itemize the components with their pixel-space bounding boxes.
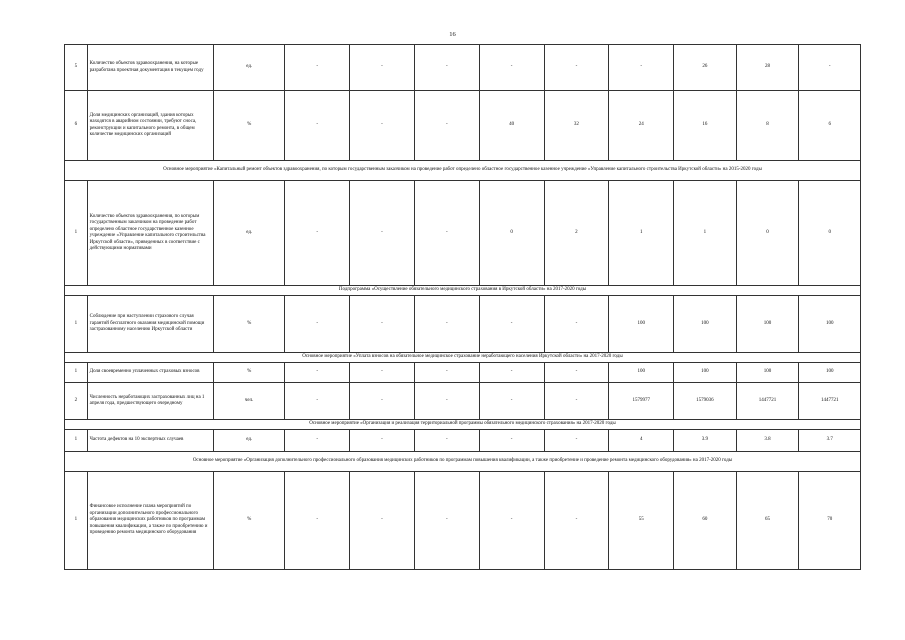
value-cell: -	[350, 45, 415, 91]
value-cell: -	[479, 383, 544, 420]
value-cell: -	[285, 472, 350, 570]
value-cell: 0	[479, 181, 544, 286]
indicator-name: Финансовое исполнение плана мероприятий по организации дополнительного профессионального образования медицинских работников по программам повышения квалификации, а также по приобретению и проведению ремонта медицинского оборудования	[87, 472, 213, 570]
value-cell: -	[479, 296, 544, 353]
value-cell: 0	[799, 181, 861, 286]
indicator-name: Количество объектов здравоохранения, по которым государственным заказчиком на проведение работ определено областное государственное казенное учреждение «Управление капитального строительства Иркутской области», приведенных в соответствие с действующими нормативами	[87, 181, 213, 286]
value-cell: -	[350, 91, 415, 161]
value-cell: -	[350, 363, 415, 383]
section-title: Основное мероприятие «Организация дополнительного профессионального образования медицинских работников по программам повышения квалификации, а также приобретение и проведение ремонта медицинского оборудования» на 2017-2020 годы	[65, 452, 861, 472]
table-row	[65, 363, 861, 383]
value-cell: 3.8	[736, 430, 799, 452]
indicator-name: Численность неработающих застрахованных лиц на 1 апреля года, предшествующего очередному	[87, 383, 213, 420]
value-cell: -	[799, 45, 861, 91]
section-title: Подпрограмма «Осуществление обязательного медицинского страхования в Иркутской области» на 2017-2020 годы	[65, 286, 861, 296]
value-cell: 100	[674, 296, 737, 353]
value-cell: -	[544, 430, 609, 452]
value-cell: 100	[736, 363, 799, 383]
section-title: Основное мероприятие «Организация и реализация территориальной программы обязательного медицинского страхования» на 2017-2020 годы	[65, 420, 861, 430]
indicator-name: Доля своевременно уплаченных страховых взносов	[87, 363, 213, 383]
unit-of-measure: чел.	[214, 383, 285, 420]
value-cell: 40	[479, 91, 544, 161]
value-cell: 1	[609, 181, 674, 286]
value-cell: 2	[544, 181, 609, 286]
value-cell: 3.9	[674, 430, 737, 452]
value-cell: -	[350, 472, 415, 570]
value-cell: 100	[609, 296, 674, 353]
unit-of-measure: %	[214, 363, 285, 383]
value-cell: 70	[799, 472, 861, 570]
table-row	[65, 472, 861, 570]
value-cell: -	[285, 383, 350, 420]
section-header-row	[65, 420, 861, 430]
row-number: 1	[65, 181, 88, 286]
value-cell: 100	[736, 296, 799, 353]
value-cell: 1	[674, 181, 737, 286]
value-cell: -	[544, 296, 609, 353]
value-cell: 100	[674, 363, 737, 383]
value-cell: 1447721	[799, 383, 861, 420]
value-cell: -	[544, 363, 609, 383]
value-cell: 65	[736, 472, 799, 570]
value-cell: -	[414, 383, 479, 420]
value-cell: -	[350, 296, 415, 353]
value-cell: 100	[609, 363, 674, 383]
value-cell: -	[414, 472, 479, 570]
value-cell: -	[414, 296, 479, 353]
value-cell: -	[609, 45, 674, 91]
unit-of-measure: ед.	[214, 430, 285, 452]
value-cell: 100	[799, 363, 861, 383]
value-cell: -	[285, 363, 350, 383]
value-cell: 100	[799, 296, 861, 353]
indicator-name: Частота дефектов на 10 экспертных случаев	[87, 430, 213, 452]
page-number: 16	[449, 31, 456, 38]
value-cell: 60	[674, 472, 737, 570]
value-cell: 1579977	[609, 383, 674, 420]
section-title: Основное мероприятие «Уплата взносов на обязательное медицинское страхование неработающего населения Иркутской области» на 2017-2020 годы	[65, 353, 861, 363]
value-cell: 0	[736, 181, 799, 286]
row-number: 2	[65, 383, 88, 420]
row-number: 5	[65, 45, 88, 91]
row-number: 1	[65, 363, 88, 383]
table-row	[65, 181, 861, 286]
value-cell: 32	[544, 91, 609, 161]
value-cell: -	[479, 45, 544, 91]
section-header-row	[65, 161, 861, 181]
unit-of-measure: %	[214, 472, 285, 570]
value-cell: 1447721	[736, 383, 799, 420]
value-cell: 4	[609, 430, 674, 452]
table-row	[65, 45, 861, 91]
table-row	[65, 296, 861, 353]
section-header-row	[65, 286, 861, 296]
value-cell: 28	[736, 45, 799, 91]
value-cell: -	[479, 363, 544, 383]
value-cell: 6	[799, 91, 861, 161]
value-cell: 8	[736, 91, 799, 161]
row-number: 6	[65, 91, 88, 161]
value-cell: -	[479, 430, 544, 452]
value-cell: -	[544, 45, 609, 91]
value-cell: -	[414, 363, 479, 383]
value-cell: 3.7	[799, 430, 861, 452]
value-cell: -	[414, 91, 479, 161]
row-number: 1	[65, 472, 88, 570]
value-cell: -	[285, 296, 350, 353]
indicator-name: Соблюдение при наступлении страхового случая гарантий бесплатного оказания медицинской помощи застрахованному населению Иркутской области	[87, 296, 213, 353]
value-cell: 16	[674, 91, 737, 161]
table-row	[65, 430, 861, 452]
unit-of-measure: %	[214, 296, 285, 353]
value-cell: 24	[609, 91, 674, 161]
value-cell: -	[414, 181, 479, 286]
section-title: Основное мероприятие «Капитальный ремонт объектов здравоохранения, по которым государственным заказчиком на проведение работ определено областное государственное казенное учреждение «Управление капитального строительства Иркутской области» на 2015-2020 годы	[65, 161, 861, 181]
indicators-table	[64, 44, 861, 570]
value-cell: -	[414, 45, 479, 91]
row-number: 1	[65, 296, 88, 353]
value-cell: -	[414, 430, 479, 452]
value-cell: -	[285, 91, 350, 161]
value-cell: -	[285, 45, 350, 91]
value-cell: -	[350, 181, 415, 286]
value-cell: 55	[609, 472, 674, 570]
section-header-row	[65, 452, 861, 472]
value-cell: -	[544, 472, 609, 570]
value-cell: -	[350, 383, 415, 420]
value-cell: -	[544, 383, 609, 420]
indicator-name: Количество объектов здравоохранения, на которые разработана проектная документация в текущем году	[87, 45, 213, 91]
value-cell: 26	[674, 45, 737, 91]
table-row	[65, 383, 861, 420]
indicator-name: Доля медицинских организаций, здания которых находятся в аварийном состоянии, требуют сноса, реконструкции и капитального ремонта, в общем количестве медицинских организаций	[87, 91, 213, 161]
value-cell: -	[479, 472, 544, 570]
unit-of-measure: %	[214, 91, 285, 161]
row-number: 1	[65, 430, 88, 452]
unit-of-measure: ед.	[214, 45, 285, 91]
value-cell: -	[285, 430, 350, 452]
value-cell: 1579036	[674, 383, 737, 420]
table-row	[65, 91, 861, 161]
value-cell: -	[285, 181, 350, 286]
value-cell: -	[350, 430, 415, 452]
section-header-row	[65, 353, 861, 363]
unit-of-measure: ед.	[214, 181, 285, 286]
